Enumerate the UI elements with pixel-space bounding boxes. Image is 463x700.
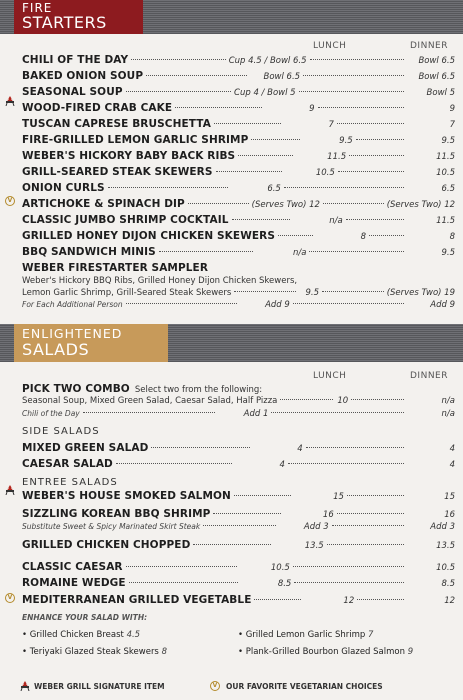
korean-substitute: Substitute Sweet & Spicy Marinated Skirt Steak Add 3 Add 3 bbox=[22, 522, 455, 532]
enhance-item: • Plank-Grilled Bourbon Glazed Salmon 9 bbox=[238, 647, 414, 657]
sampler-desc-price: Lemon Garlic Shrimp, Grill-Seared Steak Skewers 9.5 (Serves Two) 19 bbox=[22, 288, 455, 298]
fire-starters-title: FIRE STARTERS bbox=[14, 0, 143, 34]
combo-extra: Chili of the Day Add 1 n/a bbox=[22, 409, 455, 419]
menu-item: CLASSIC JUMBO SHRIMP COCKTAIL n/a 11.5 bbox=[22, 214, 455, 226]
lunch-column-header: LUNCH bbox=[313, 371, 347, 381]
dinner-column-header: DINNER bbox=[410, 371, 448, 381]
v-leaf-icon: V bbox=[5, 196, 15, 206]
menu-item: ARTICHOKE & SPINACH DIP (Serves Two) 12 (Serves Two) 12 bbox=[22, 198, 456, 210]
menu-item: SEASONAL SOUP Cup 4 / Bowl 5 Bowl 5 bbox=[22, 86, 455, 98]
v-leaf-icon: V bbox=[210, 681, 220, 691]
menu-item: MEDITERRANEAN GRILLED VEGETABLE 12 12 bbox=[22, 594, 456, 606]
menu-item: ONION CURLS 6.5 6.5 bbox=[22, 182, 456, 194]
menu-item: BAKED ONION SOUP Bowl 6.5 Bowl 6.5 bbox=[22, 70, 456, 82]
menu-item: BBQ SANDWICH MINIS n/a 9.5 bbox=[22, 246, 455, 258]
dinner-column-header: DINNER bbox=[410, 41, 448, 51]
combo-desc: Seasonal Soup, Mixed Green Salad, Caesar Salad, Half Pizza 10 n/a bbox=[22, 396, 456, 406]
menu-item: CAESAR SALAD 4 4 bbox=[22, 458, 456, 470]
menu-item: SIZZLING KOREAN BBQ SHRIMP 16 16 bbox=[22, 508, 456, 520]
menu-item: ROMAINE WEDGE 8.5 8.5 bbox=[22, 577, 456, 589]
menu-item: FIRE-GRILLED LEMON GARLIC SHRIMP 9.5 9.5 bbox=[22, 134, 456, 146]
menu-item: WEBER'S HICKORY BABY BACK RIBS 11.5 11.5 bbox=[22, 150, 455, 162]
grill-icon bbox=[20, 681, 30, 691]
enlightened-salads-title: ENLIGHTENED SALADS bbox=[14, 324, 168, 362]
sampler-extra: For Each Additional Person Add 9 Add 9 bbox=[22, 300, 456, 310]
enhance-item: • Grilled Chicken Breast 4.5 bbox=[22, 630, 141, 640]
enhance-title: ENHANCE YOUR SALAD WITH: bbox=[22, 613, 148, 622]
grill-icon bbox=[5, 485, 15, 495]
sampler-desc: Weber's Hickory BBQ Ribs, Grilled Honey Dijon Chicken Skewers, bbox=[22, 276, 298, 286]
menu-item: CLASSIC CAESAR 10.5 10.5 bbox=[22, 561, 455, 573]
menu-item: GRILLED CHICKEN CHOPPED 13.5 13.5 bbox=[22, 539, 455, 551]
menu-item: TUSCAN CAPRESE BRUSCHETTA 7 7 bbox=[22, 118, 456, 130]
legend-vegetarian: OUR FAVORITE VEGETARIAN CHOICES bbox=[226, 682, 383, 691]
grill-icon bbox=[5, 96, 15, 106]
entree-salads-heading: ENTREE SALADS bbox=[22, 477, 118, 488]
menu-item: GRILLED HONEY DIJON CHICKEN SKEWERS 8 8 bbox=[22, 230, 455, 242]
menu-item: WOOD-FIRED CRAB CAKE 9 9 bbox=[22, 102, 456, 114]
combo-name: PICK TWO COMBO Select two from the following: bbox=[22, 383, 263, 395]
menu-item: GRILL-SEARED STEAK SKEWERS 10.5 10.5 bbox=[22, 166, 455, 178]
legend-signature: WEBER GRILL SIGNATURE ITEM bbox=[34, 682, 165, 691]
enhance-item: • Grilled Lemon Garlic Shrimp 7 bbox=[238, 630, 374, 640]
v-leaf-icon: V bbox=[5, 593, 15, 603]
menu-item: CHILI OF THE DAY Cup 4.5 / Bowl 6.5 Bowl 6.5 bbox=[22, 54, 456, 66]
enhance-item: • Teriyaki Glazed Steak Skewers 8 bbox=[22, 647, 167, 657]
menu-item: MIXED GREEN SALAD 4 4 bbox=[22, 442, 456, 454]
menu-item: WEBER'S HOUSE SMOKED SALMON 15 15 bbox=[22, 490, 455, 502]
sampler-name: WEBER FIRESTARTER SAMPLER bbox=[22, 262, 209, 274]
side-salads-heading: SIDE SALADS bbox=[22, 426, 100, 437]
lunch-column-header: LUNCH bbox=[313, 41, 347, 51]
